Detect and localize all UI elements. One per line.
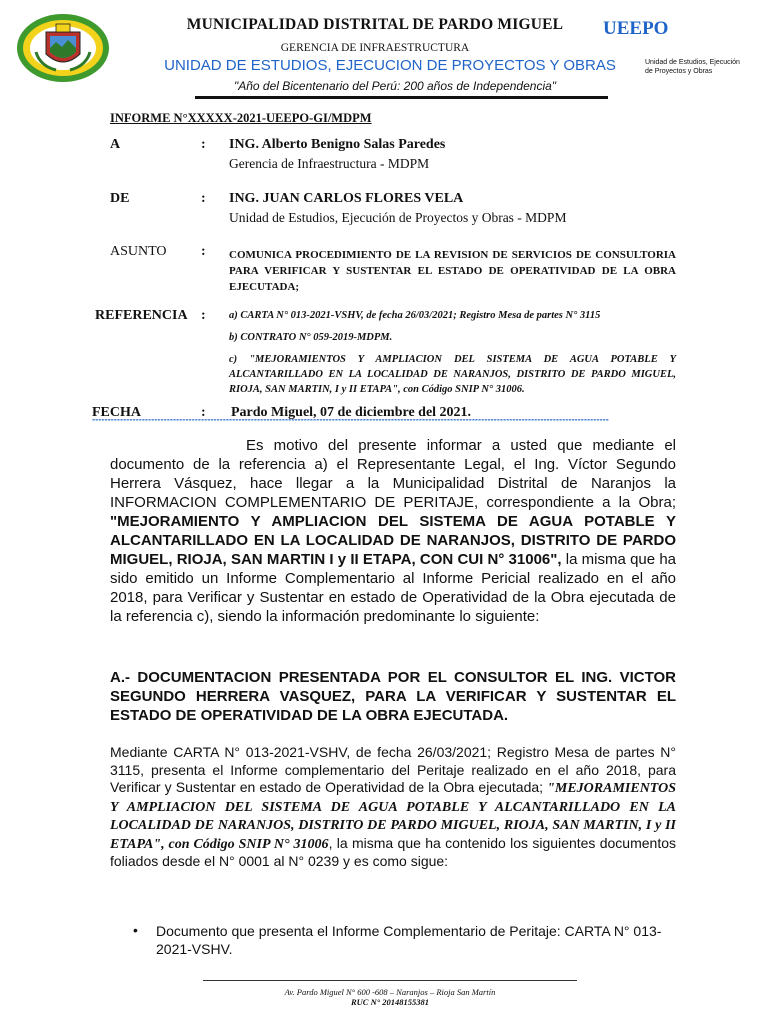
intro-paragraph (110, 436, 676, 626)
reference-a: a) CARTA N° 013-2021-VSHV, de fecha 26/03/2021; Registro Mesa de partes N° 3115 (229, 310, 601, 321)
footer-divider (203, 980, 577, 981)
intro-project-name: "MEJORAMIENTO Y AMPLIACION DEL SISTEMA DE AGUA POTABLE Y ALCANTARILLADO EN LA LOCALIDAD DE NARANJOS, DISTRITO DE PARDO MIGUEL, RIOJA, SAN MARTIN I y II ETAPA, CON CUI N° 31006", (110, 513, 676, 568)
subject-text: COMUNICA PROCEDIMIENTO DE LA REVISION DE SERVICIOS DE CONSULTORIA PARA VERIFICAR Y SUSTENTAR EL ESTADO DE OPERATIVIDAD DE LA OBRA EJECUTADA; (229, 249, 676, 293)
reference-label: REFERENCIA (95, 308, 188, 323)
municipality-name: MUNICIPALIDAD DISTRITAL DE PARDO MIGUEL (186, 16, 564, 33)
from-office: Unidad de Estudios, Ejecución de Proyectos y Obras - MDPM (229, 210, 567, 225)
subject-colon: : (201, 244, 206, 259)
header-divider (195, 96, 608, 99)
report-number: INFORME N°XXXXX-2021-UEEPO-GI/MDPM (110, 111, 372, 125)
list-item: Documento que presenta el Informe Complementario de Peritaje: CARTA N° 013-2021-VSHV. (156, 923, 662, 957)
subject-label: ASUNTO (110, 244, 167, 259)
acronym-subtitle: Unidad de Estudios, Ejecución de Proyectos y Obras (645, 59, 740, 76)
intro-text-a: Es motivo del presente informar a usted que mediante el documento de la referencia a) el Representante Legal, el Ing. Víctor Segundo Herrera Vásquez, hace llegar a la Municipalidad Distrital de Naranjos la INFORMACION COMPLEMENTARIO DE PERITAJE, correspondiente a la Obra; (110, 437, 676, 511)
acronym-title: UEEPO (603, 18, 669, 39)
year-motto: "Año del Bicentenario del Perú: 200 años de Independencia" (233, 79, 557, 93)
date-label: FECHA (92, 405, 141, 420)
footer-address: Av. Pardo Miguel N° 600 -608 – Naranjos – Rioja San Martín (284, 987, 496, 997)
to-office: Gerencia de Infraestructura - MDPM (229, 156, 430, 171)
section-a-paragraph (110, 744, 676, 871)
reference-b: b) CONTRATO N° 059-2019-MDPM. (229, 332, 393, 343)
reference-c: c) "MEJORAMIENTOS Y AMPLIACION DEL SISTEMA DE AGUA POTABLE Y ALCANTARILLADO EN LA LOCALIDAD DE NARANJOS, DISTRITO DE PARDO MIGUEL, RIOJA, SAN MARTIN, I y II ETAPA", con Código SNIP N° 31006. (229, 354, 676, 395)
date-value: Pardo Miguel, 07 de diciembre del 2021. (231, 405, 472, 420)
gerencia-name: GERENCIA DE INFRAESTRUCTURA (280, 42, 470, 54)
reference-colon: : (201, 308, 206, 323)
intro-text-b: la misma que ha sido emitido un Informe Complementario al Informe Pericial realizado en el año 2018, para Verificar y Sustentar en estado de Operatividad de la Obra ejecutada de la referencia c), siendo la información predominante lo siguiente: (110, 551, 677, 625)
from-label: DE (110, 191, 130, 206)
section-a-text-a: Mediante CARTA N° 013-2021-VSHV, de fecha 26/03/2021; Registro Mesa de partes N° 3115, presenta el Informe complementario del Peritaje realizado en el año 2018, para Verificar y Sustentar en estado de Operatividad de la Obra ejecutada; (110, 744, 676, 795)
municipal-crest-icon (16, 12, 110, 84)
to-name: ING. Alberto Benigno Salas Paredes (229, 137, 446, 152)
asterisk-separator: ********************************************************************************************************************************************************************** (92, 419, 609, 425)
footer-ruc: RUC N° 20148155381 (350, 997, 429, 1007)
section-a-text-b: , la misma que ha contenido los siguientes documentos foliados desde el N° 0001 al N° 0239 y es como sigue: (110, 834, 676, 869)
section-a-project-name: "MEJORAMIENTOS Y AMPLIACION DEL SISTEMA DE AGUA POTABLE Y ALCANTARILLADO EN LA LOCALIDAD DE NARANJOS, DISTRITO DE PARDO MIGUEL, RIOJA, SAN MARTIN, I y II ETAPA", con Código SNIP N° 31006 (110, 781, 676, 852)
to-colon: : (201, 137, 206, 152)
to-label: A (110, 137, 121, 152)
from-colon: : (201, 191, 206, 206)
from-name: ING. JUAN CARLOS FLORES VELA (229, 191, 464, 206)
unidad-name: UNIDAD DE ESTUDIOS, EJECUCION DE PROYECTOS Y OBRAS (164, 57, 616, 74)
date-colon: : (201, 405, 206, 420)
section-a-heading: A.- DOCUMENTACION PRESENTADA POR EL CONSULTOR EL ING. VICTOR SEGUNDO HERRERA VASQUEZ, PARA LA VERIFICAR Y SUSTENTAR EL ESTADO DE OPERATIVIDAD DE LA OBRA EJECUTADA. (110, 669, 676, 724)
bullet-marker: • (133, 922, 138, 938)
